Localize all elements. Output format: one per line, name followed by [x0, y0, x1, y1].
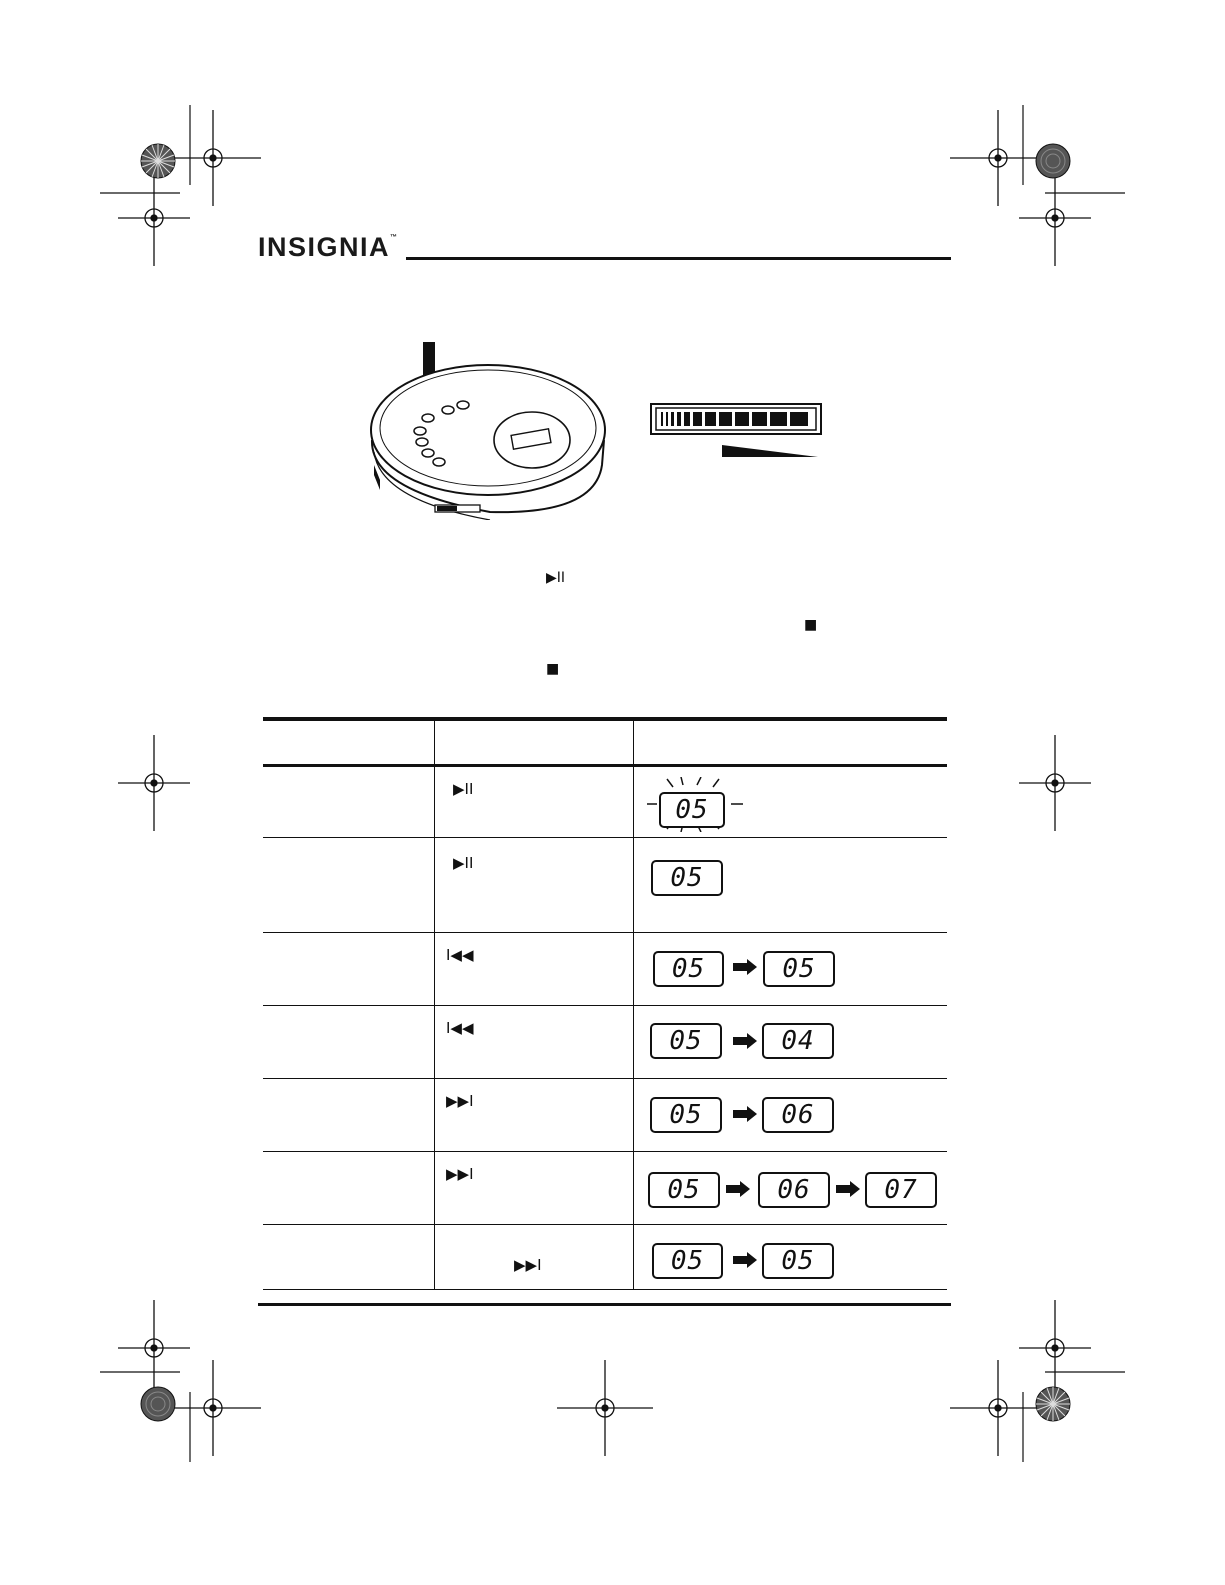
- lcd-display: 07: [865, 1172, 937, 1208]
- table-top-rule: [263, 717, 947, 721]
- track-control-table: [263, 717, 947, 1290]
- play-pause-icon: ▶II: [453, 854, 474, 872]
- lcd-display: 05: [648, 1172, 720, 1208]
- stop-icon: ■: [804, 617, 818, 633]
- brand-name: INSIGNIA: [258, 232, 391, 262]
- footer-rule: [258, 1303, 951, 1306]
- row-divider: [263, 1151, 947, 1152]
- brand-logo: [258, 232, 397, 263]
- lcd-display: 05: [763, 951, 835, 987]
- skip-back-icon: I◀◀: [446, 1019, 474, 1037]
- right-arrow-icon: [726, 1181, 750, 1197]
- right-arrow-icon: [733, 1033, 757, 1049]
- right-arrow-icon: [836, 1181, 860, 1197]
- column-divider: [633, 717, 634, 1290]
- volume-level-illustration: [650, 403, 825, 463]
- column-divider: [434, 717, 435, 1290]
- right-arrow-icon: [733, 1106, 757, 1122]
- row-divider: [263, 1224, 947, 1225]
- lcd-display: 06: [758, 1172, 830, 1208]
- row-divider: [263, 1078, 947, 1079]
- lcd-display: 06: [762, 1097, 834, 1133]
- skip-forward-icon: ▶▶I: [514, 1256, 542, 1274]
- skip-forward-icon: ▶▶I: [446, 1092, 474, 1110]
- lcd-display-blinking: 05: [659, 792, 725, 828]
- play-pause-icon: ▶II: [546, 570, 566, 586]
- header-rule: [406, 257, 951, 260]
- lcd-display: 05: [650, 1097, 722, 1133]
- table-header-rule: [263, 764, 947, 767]
- trademark-mark: ™: [390, 234, 398, 241]
- right-arrow-icon: [733, 1252, 757, 1268]
- lcd-display: 04: [762, 1023, 834, 1059]
- lcd-display: 05: [652, 1243, 723, 1279]
- table-bottom-rule: [263, 1289, 947, 1290]
- skip-back-icon: I◀◀: [446, 946, 474, 964]
- lcd-display: 05: [653, 951, 724, 987]
- skip-forward-icon: ▶▶I: [446, 1165, 474, 1183]
- lcd-display: 05: [650, 1023, 722, 1059]
- row-divider: [263, 1005, 947, 1006]
- right-arrow-icon: [733, 959, 757, 975]
- lcd-display: 05: [651, 860, 723, 896]
- stop-icon: ■: [546, 661, 560, 677]
- cd-player-illustration: [360, 340, 610, 520]
- play-pause-icon: ▶II: [453, 780, 474, 798]
- row-divider: [263, 932, 947, 933]
- row-divider: [263, 837, 947, 838]
- lcd-display: 05: [762, 1243, 834, 1279]
